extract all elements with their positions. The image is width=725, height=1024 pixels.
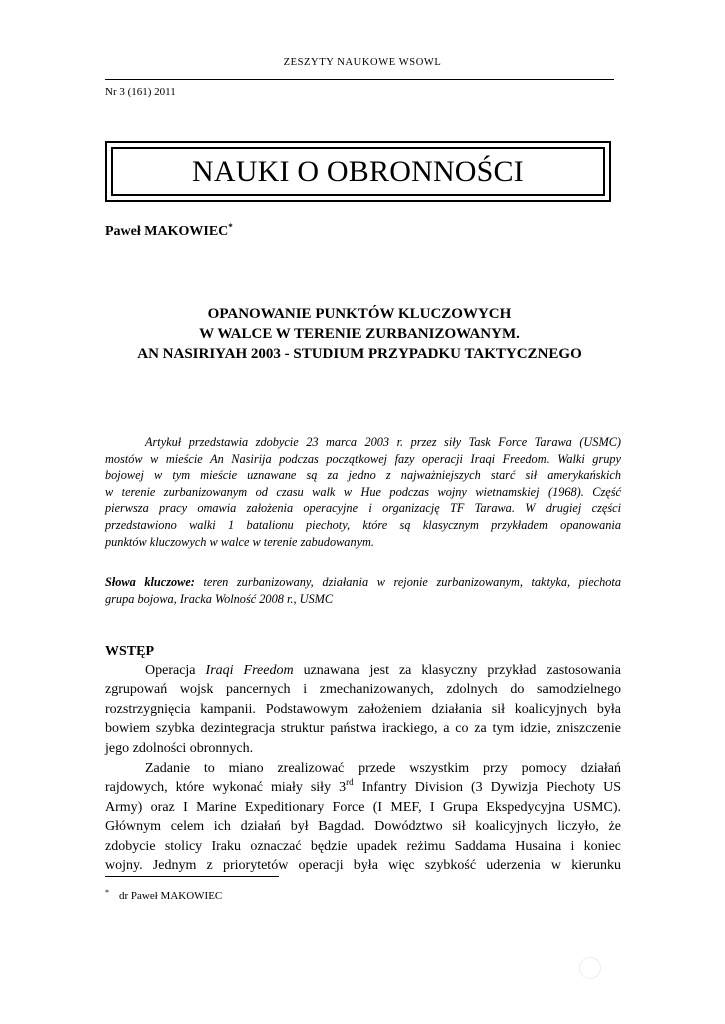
abstract-line: bojowej w tym mieście uznawane są za jedno z najważniejszych starć sił amerykańskich <box>105 468 621 483</box>
author <box>105 222 233 240</box>
abstract-line: w terenie zurbanizowanym od czasu walk w Hue podczas wojny wietnamskiej (1968). Część <box>105 484 621 499</box>
abstract-line: Artykuł przedstawia zdobycie 23 marca 2003 r. przez siły Task Force Tarawa (USMC) <box>145 435 621 449</box>
article-title <box>105 304 614 364</box>
issue-number: Nr 3 (161) 2011 <box>105 86 176 98</box>
footnote-marker: * <box>105 888 109 897</box>
paragraph-line: zdobycie stolicy Iraku oznaczać będzie upadek reżimu Saddama Husaina i koniec <box>105 838 621 854</box>
article-title-line: W WALCE W TERENIE ZURBANIZOWANYM. <box>199 326 520 342</box>
keywords-text: teren zurbanizowany, działania w rejonie zurbanizowanym, taktyka, piechota <box>194 575 621 589</box>
text-run: uznawana jest za klasyczny przykład zastosowania <box>293 663 621 678</box>
paragraph-line: Army) oraz I Marine Expeditionary Force (I MEF, I Grupa Ekspedycyjna USMC). <box>105 799 621 815</box>
article-title-line: OPANOWANIE PUNKTÓW KLUCZOWYCH <box>207 306 512 322</box>
intro-paragraph-2 <box>105 759 621 875</box>
paragraph-line: rozstrzygnięcia kampanii. Podstawowym założeniem działania sił koalicyjnych była <box>105 701 621 717</box>
keywords <box>105 574 621 607</box>
paragraph-line: Zadanie to miano zrealizować przede wszystkim przy pomocy działań <box>145 761 621 776</box>
paragraph-line: bowiem szybka dezintegracja struktur państwa irackiego, a co za tym idzie, zniszczenie <box>105 721 621 737</box>
footnote-text: dr Paweł MAKOWIEC <box>119 890 223 902</box>
section-box-inner <box>111 147 605 196</box>
section-title: NAUKI O OBRONNOŚCI <box>192 154 524 188</box>
abstract-line: pierwsza pracy omawia założenia operacyjne i organizację TF Tarawa. W drugiej części <box>105 501 621 516</box>
header-rule <box>105 79 614 80</box>
paragraph-line: Głównym celem ich działań był Bagdad. Dowództwo sił koalicyjnych liczyło, że <box>105 819 621 835</box>
section-box <box>105 141 611 202</box>
article-title-line: AN NASIRIYAH 2003 - STUDIUM PRZYPADKU TAKTYCZNEGO <box>137 346 582 362</box>
watermark-seal-icon <box>579 957 601 979</box>
author-name: Paweł MAKOWIEC <box>105 224 229 239</box>
text-run: rajdowych, które wykonać miały siły 3 <box>105 780 347 796</box>
keywords-label: Słowa kluczowe: <box>105 575 195 589</box>
keywords-line: grupa bojowa, Iracka Wolność 2008 r., USMC <box>105 591 334 606</box>
abstract-line: punktów kluczowych w walce w terenie zabudowanym. <box>105 534 375 549</box>
text-run: Infantry Division (3 Dywizja Piechoty US <box>353 780 621 796</box>
paragraph-line: zgrupowań wojsk pancernych i zmechanizowanych, zdolnych do samodzielnego <box>105 682 621 698</box>
paragraph-line <box>105 778 621 797</box>
running-head: ZESZYTY NAUKOWE WSOWL <box>283 57 442 68</box>
footnote <box>105 888 222 902</box>
intro-heading: WSTĘP <box>105 644 155 659</box>
intro-paragraph-1 <box>105 661 621 758</box>
paragraph-line <box>105 661 621 680</box>
italic-run: Iraqi Freedom <box>205 663 294 678</box>
author-footnote-marker: * <box>228 222 233 232</box>
paragraph-line: jego zdolności obronnych. <box>105 740 254 756</box>
text-run: Operacja <box>145 663 206 678</box>
paragraph-line: wojny. Jednym z priorytetów operacji była więc szybkość uderzenia w kierunku <box>105 858 621 874</box>
footnote-rule <box>105 876 279 877</box>
abstract-line: mostów w mieście An Nasirija podczas początkowej fazy operacji Iraqi Freedom. Walki grupy <box>105 451 621 466</box>
abstract <box>105 434 621 550</box>
superscript: rd <box>346 777 354 788</box>
abstract-line: przedstawiono walki 1 batalionu piechoty, które są klasycznym przykładem opanowania <box>105 517 621 532</box>
keywords-line <box>105 574 621 591</box>
